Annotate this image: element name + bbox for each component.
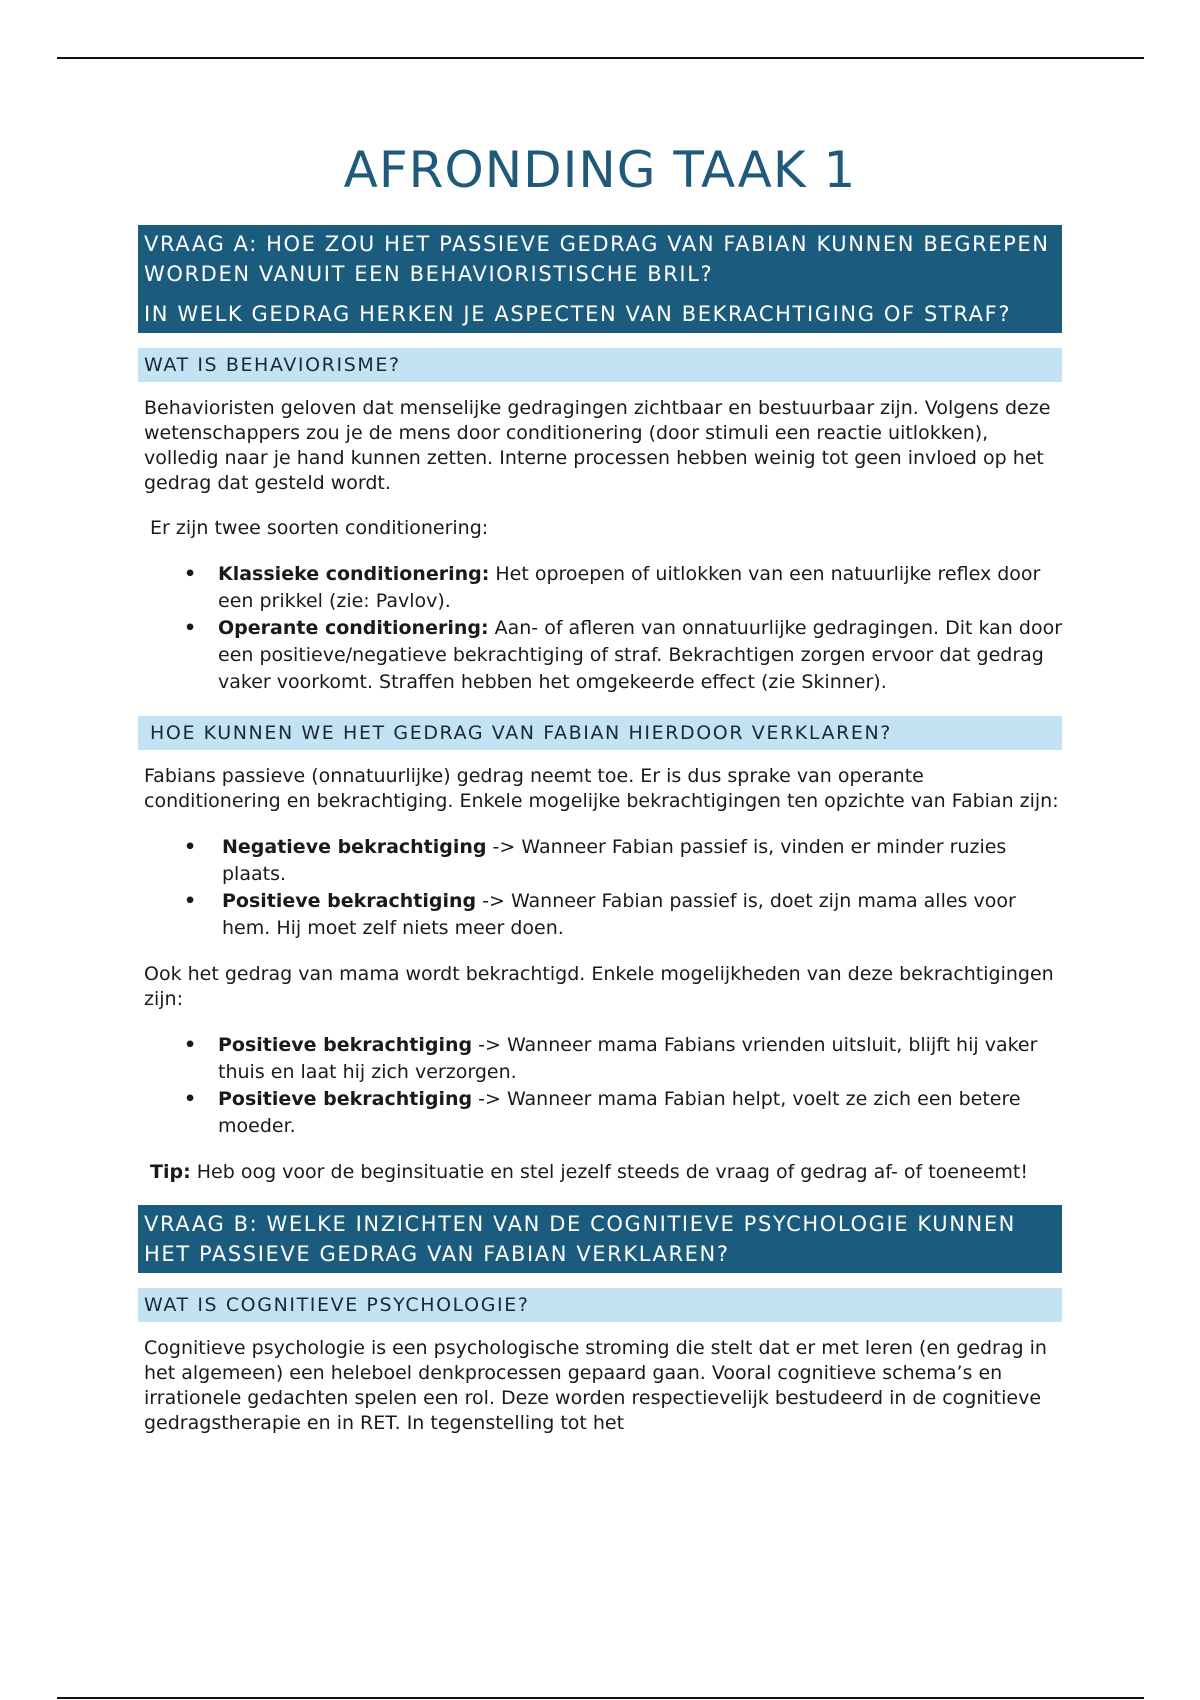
subheading-verklaren: HOE KUNNEN WE HET GEDRAG VAN FABIAN HIERDOOR VERKLAREN?: [138, 716, 1062, 750]
vraag-a-heading: [138, 225, 1062, 333]
top-rule: [57, 57, 1144, 59]
paragraph-fabian: Fabians passieve (onnatuurlijke) gedrag neemt toe. Er is dus sprake van operante conditionering en bekrachtiging. Enkele mogelijke bekrachtigingen ten opzichte van Fabian zijn:: [144, 765, 1059, 812]
paragraph-mama: Ook het gedrag van mama wordt bekrachtigd. Enkele mogelijkheden van deze bekrachtigingen zijn:: [144, 963, 1054, 1010]
list-item: • Positieve bekrachtiging -> Wanneer Fabian passief is, doet zijn mama alles voor hem. Hij moet zelf niets meer doen.: [138, 888, 1062, 942]
list-item: • Operante conditionering: Aan- of afleren van onnatuurlijke gedragingen. Dit kan door een positieve/negatieve bekrachtiging of straf. Bekrachtigen zorgen ervoor dat gedrag vaker voorkomt. Straffen hebben het omgekeerde effect (zie Skinner).: [138, 615, 1062, 696]
list-bekrachtiging-mama: [138, 1032, 1062, 1140]
paragraph-cognitieve: Cognitieve psychologie is een psychologische stroming die stelt dat er met leren (en gedrag in het algemeen) een heleboel denkprocessen gepaard gaan. Vooral cognitieve schema’s en irrationele gedachten spelen een rol. Deze worden respectievelijk bestudeerd in de cognitieve gedragstherapie en in RET. In tegenstelling tot het: [144, 1337, 1047, 1434]
list-conditionering: [138, 561, 1062, 696]
page-title: AFRONDING TAAK 1: [343, 141, 857, 199]
tip-label: Tip:: [150, 1161, 191, 1183]
list-bekrachtiging-fabian: [138, 834, 1062, 942]
vraag-a-heading-line2: IN WELK GEDRAG HERKEN JE ASPECTEN VAN BEKRACHTIGING OF STRAF?: [144, 302, 1012, 326]
tip-paragraph: Tip: Heb oog voor de beginsituatie en stel jezelf steeds de vraag of gedrag af- of toeneemt!: [150, 1161, 1028, 1183]
subheading-cognitieve: WAT IS COGNITIEVE PSYCHOLOGIE?: [138, 1288, 1062, 1322]
subheading-behaviorisme: WAT IS BEHAVIORISME?: [138, 348, 1062, 382]
paragraph-soorten: Er zijn twee soorten conditionering:: [150, 517, 489, 539]
document-body: [138, 225, 1062, 1456]
list-item: • Positieve bekrachtiging -> Wanneer mama Fabians vrienden uitsluit, blijft hij vaker thuis en laat hij zich verzorgen.: [138, 1032, 1062, 1086]
list-item: • Klassieke conditionering: Het oproepen of uitlokken van een natuurlijke reflex door een prikkel (zie: Pavlov).: [138, 561, 1062, 615]
list-item: • Positieve bekrachtiging -> Wanneer mama Fabian helpt, voelt ze zich een betere moeder.: [138, 1086, 1062, 1140]
paragraph-behaviorisme: Behavioristen geloven dat menselijke gedragingen zichtbaar en bestuurbaar zijn. Volgens deze wetenschappers zou je de mens door conditionering (door stimuli een reactie uitlokken), volledig naar je hand kunnen zetten. Interne processen hebben weinig tot geen invloed op het gedrag dat gesteld wordt.: [144, 397, 1051, 494]
list-item: • Negatieve bekrachtiging -> Wanneer Fabian passief is, vinden er minder ruzies plaats.: [138, 834, 1062, 888]
vraag-a-heading-line1: VRAAG A: HOE ZOU HET PASSIEVE GEDRAG VAN FABIAN KUNNEN BEGREPEN WORDEN VANUIT EEN BEHAVIORISTISCHE BRIL?: [144, 232, 1050, 286]
vraag-b-heading-text: VRAAG B: WELKE INZICHTEN VAN DE COGNITIEVE PSYCHOLOGIE KUNNEN HET PASSIEVE GEDRAG VAN FABIAN VERKLAREN?: [144, 1212, 1016, 1266]
vraag-b-heading: [138, 1205, 1062, 1273]
bottom-rule: [57, 1697, 1144, 1699]
